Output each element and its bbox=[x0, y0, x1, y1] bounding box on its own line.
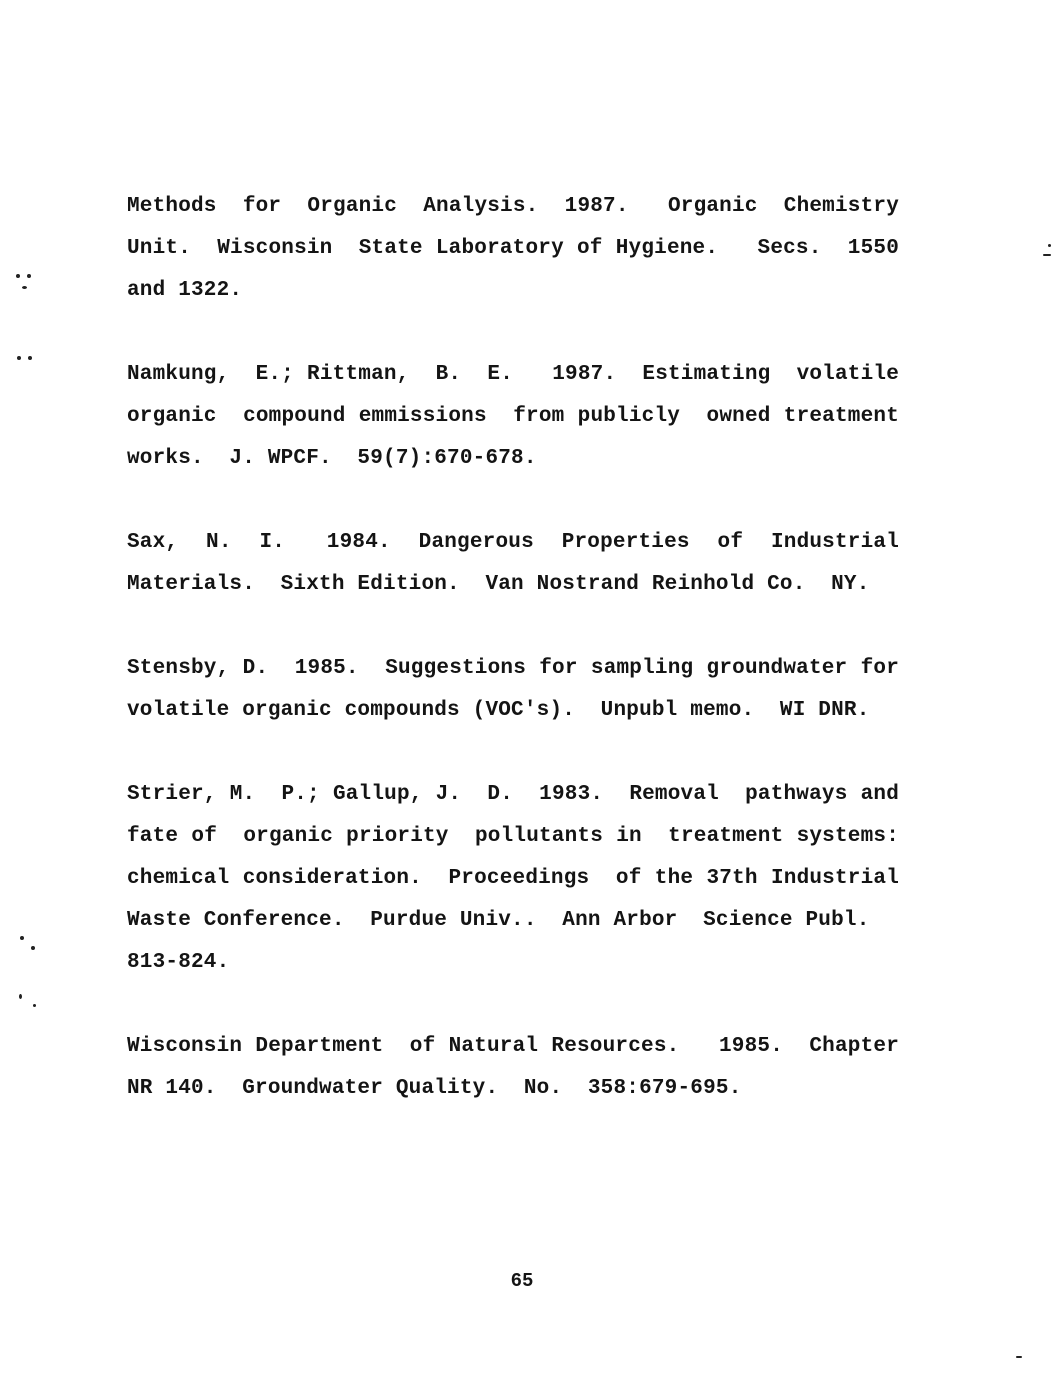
scan-speck bbox=[33, 1004, 36, 1007]
scan-speck bbox=[28, 356, 32, 360]
reference-line: volatile organic compounds (VOC's). Unpubl memo. WI DNR. bbox=[127, 699, 870, 722]
reference-line: 813-824. bbox=[127, 951, 230, 974]
reference-line: Strier, M. P.; Gallup, J. D. 1983. Removal pathways and bbox=[127, 783, 899, 806]
reference-line: Sax, N. I. 1984. Dangerous Properties of Industrial bbox=[127, 531, 899, 554]
scan-speck bbox=[16, 274, 20, 278]
reference-list bbox=[127, 186, 899, 1152]
reference-line: Stensby, D. 1985. Suggestions for sampling groundwater for bbox=[127, 657, 899, 680]
reference-line: Wisconsin Department of Natural Resources. 1985. Chapter bbox=[127, 1035, 899, 1058]
scan-speck bbox=[1043, 254, 1051, 256]
page-number: 65 bbox=[510, 1270, 534, 1292]
reference-entry bbox=[127, 186, 899, 312]
reference-entry bbox=[127, 1026, 899, 1110]
reference-entry bbox=[127, 354, 899, 480]
reference-line: Waste Conference. Purdue Univ.. Ann Arbor Science Publ. bbox=[127, 909, 870, 932]
scan-speck bbox=[1016, 1356, 1022, 1358]
reference-entry bbox=[127, 774, 899, 984]
reference-line: and 1322. bbox=[127, 279, 243, 302]
reference-line: chemical consideration. Proceedings of the 37th Industrial bbox=[127, 867, 899, 890]
scan-speck bbox=[1048, 244, 1051, 247]
reference-line: Namkung, E.; Rittman, B. E. 1987. Estimating volatile bbox=[127, 363, 899, 386]
reference-entry bbox=[127, 522, 899, 606]
reference-entry bbox=[127, 648, 899, 732]
scan-speck bbox=[20, 936, 24, 940]
reference-line: NR 140. Groundwater Quality. No. 358:679-695. bbox=[127, 1077, 742, 1100]
reference-line: Materials. Sixth Edition. Van Nostrand Reinhold Co. NY. bbox=[127, 573, 870, 596]
reference-line: organic compound emmissions from publicly owned treatment bbox=[127, 405, 899, 428]
reference-line: Unit. Wisconsin State Laboratory of Hygiene. Secs. 1550 bbox=[127, 237, 899, 260]
scan-speck bbox=[19, 994, 22, 999]
reference-line: works. J. WPCF. 59(7):670-678. bbox=[127, 447, 537, 470]
scan-speck bbox=[22, 286, 27, 289]
reference-line: Methods for Organic Analysis. 1987. Organic Chemistry bbox=[127, 195, 899, 218]
reference-line: fate of organic priority pollutants in treatment systems: bbox=[127, 825, 899, 848]
scan-speck bbox=[17, 356, 21, 360]
scan-speck bbox=[27, 274, 31, 278]
scan-speck bbox=[31, 946, 35, 950]
